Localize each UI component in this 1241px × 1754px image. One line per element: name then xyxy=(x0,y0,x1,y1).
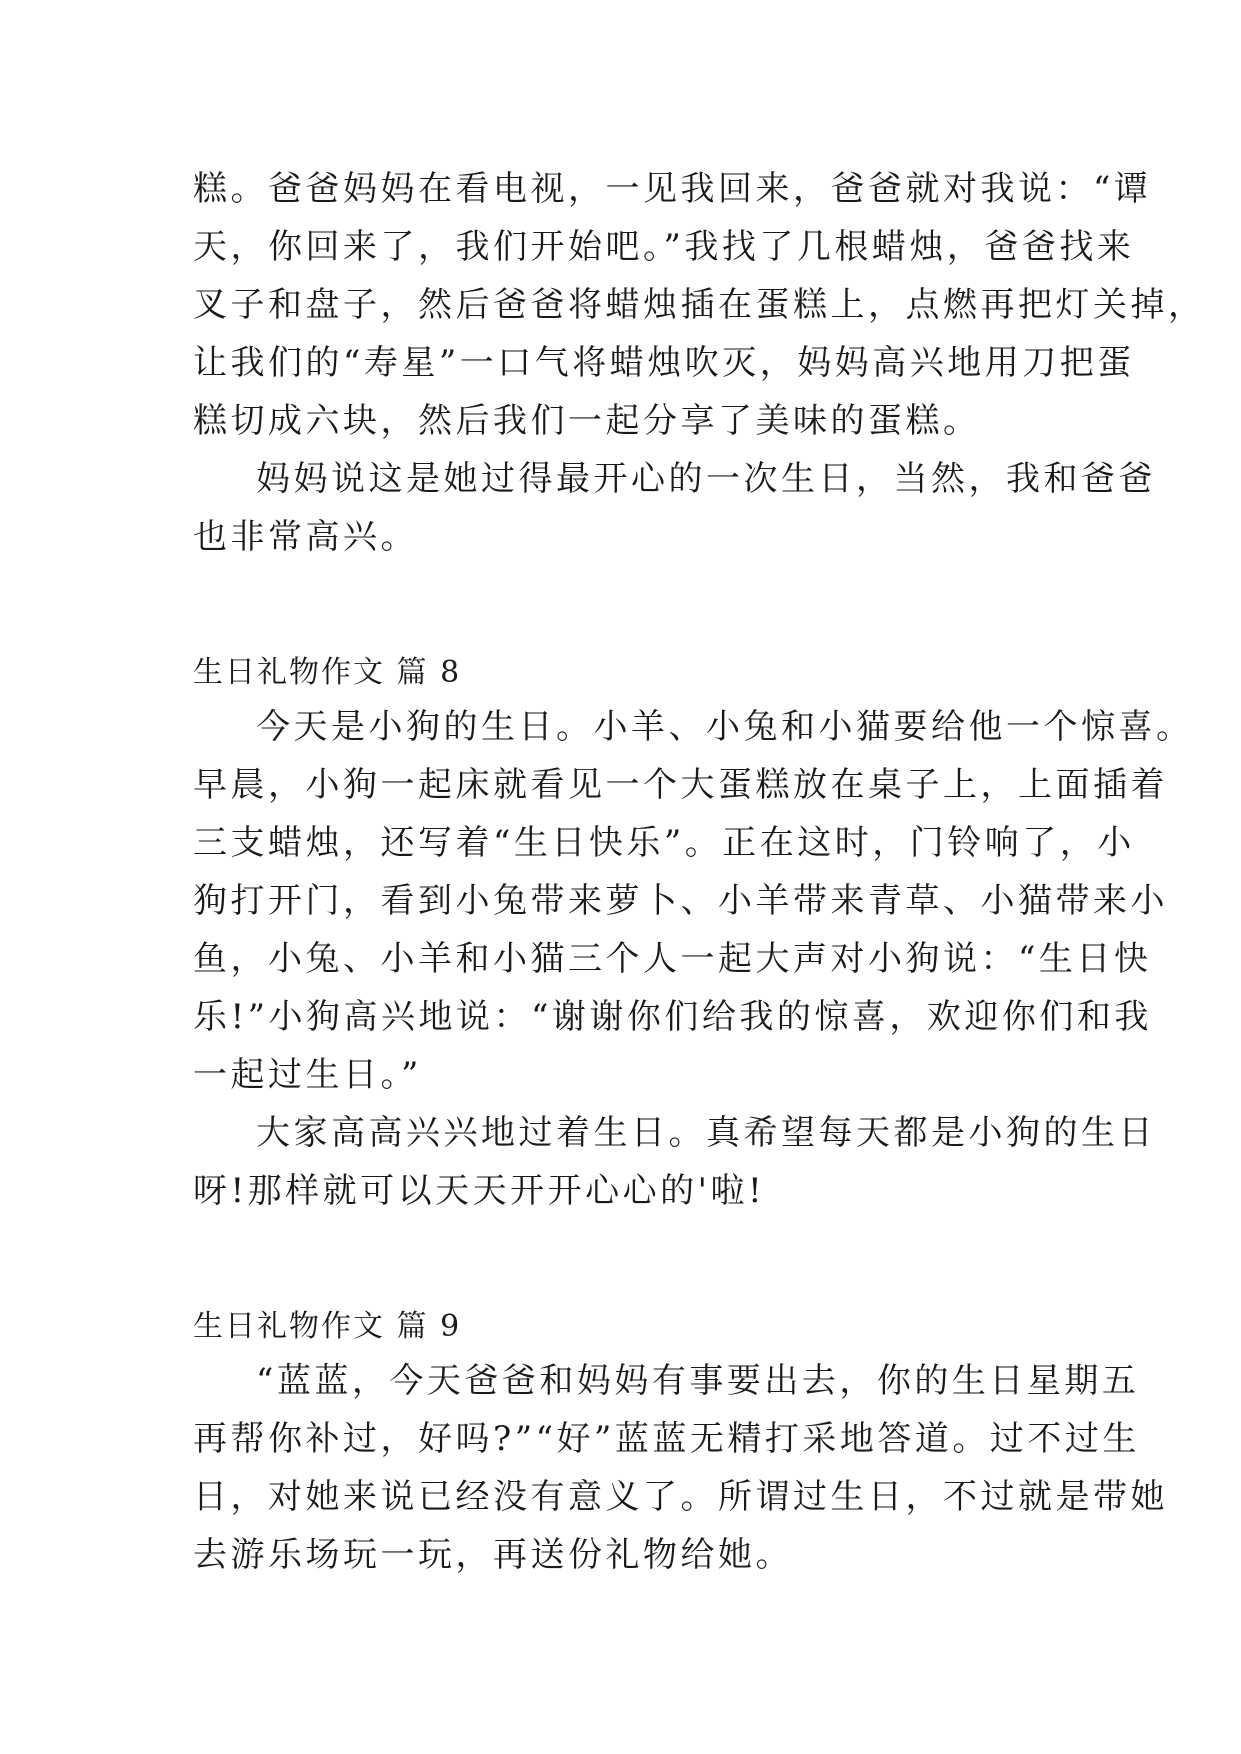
text-line: 糕。爸爸妈妈在看电视，一见我回来，爸爸就对我说：“谭 xyxy=(193,169,1152,209)
section-heading-8: 生日礼物作文 篇 8 xyxy=(193,655,462,690)
paragraph xyxy=(193,160,1206,450)
text-line: 让我们的“寿星”一口气将蜡烛吹灭，妈妈高兴地用刀把蛋 xyxy=(193,343,1135,383)
text-line: 大家高高兴兴地过着生日。真希望每天都是小狗的生日 xyxy=(256,1113,1156,1153)
paragraph xyxy=(193,1104,1156,1220)
text-line: 狗打开门，看到小兔带来萝卜、小羊带来青草、小猫带来小 xyxy=(193,881,1168,921)
text-line: 天，你回来了，我们开始吧。”我找了几根蜡烛，爸爸找来 xyxy=(193,227,1135,267)
section-gap xyxy=(193,1220,1053,1294)
text-line: 妈妈说这是她过得最开心的一次生日，当然，我和爸爸 xyxy=(256,459,1156,499)
text-line: 早晨，小狗一起床就看见一个大蛋糕放在桌子上，上面插着 xyxy=(193,765,1168,805)
text-line: 也非常高兴。 xyxy=(193,517,418,557)
text-line: 三支蜡烛，还写着“生日快乐”。正在这时，门铃响了，小 xyxy=(193,823,1135,863)
text-line: “蓝蓝，今天爸爸和妈妈有事要出去，你的生日星期五 xyxy=(256,1361,1140,1401)
paragraph xyxy=(193,450,1156,566)
paragraph xyxy=(193,1352,1168,1584)
section-heading-9: 生日礼物作文 篇 9 xyxy=(193,1309,462,1344)
section-gap xyxy=(193,566,1053,640)
text-line: 鱼，小兔、小羊和小猫三个人一起大声对小狗说：“生日快 xyxy=(193,939,1152,979)
text-line: 再帮你补过，好吗?”“好”蓝蓝无精打采地答道。过不过生 xyxy=(193,1419,1140,1459)
text-line: 叉子和盘子，然后爸爸将蜡烛插在蛋糕上，点燃再把灯关掉， xyxy=(193,285,1206,325)
text-line: 乐!”小狗高兴地说：“谢谢你们给我的惊喜，欢迎你们和我 xyxy=(193,997,1152,1037)
text-line: 今天是小狗的生日。小羊、小兔和小猫要给他一个惊喜。 xyxy=(256,707,1194,747)
text-line: 呀!那样就可以天天开开心心的'啦! xyxy=(193,1171,766,1211)
text-line: 糕切成六块，然后我们一起分享了美味的蛋糕。 xyxy=(193,401,981,441)
paragraph xyxy=(193,698,1194,1104)
text-line: 日，对她来说已经没有意义了。所谓过生日，不过就是带她 xyxy=(193,1477,1168,1517)
text-line: 一起过生日。” xyxy=(193,1055,422,1095)
text-line: 去游乐场玩一玩，再送份礼物给她。 xyxy=(193,1535,793,1575)
document-body xyxy=(193,160,1206,1584)
